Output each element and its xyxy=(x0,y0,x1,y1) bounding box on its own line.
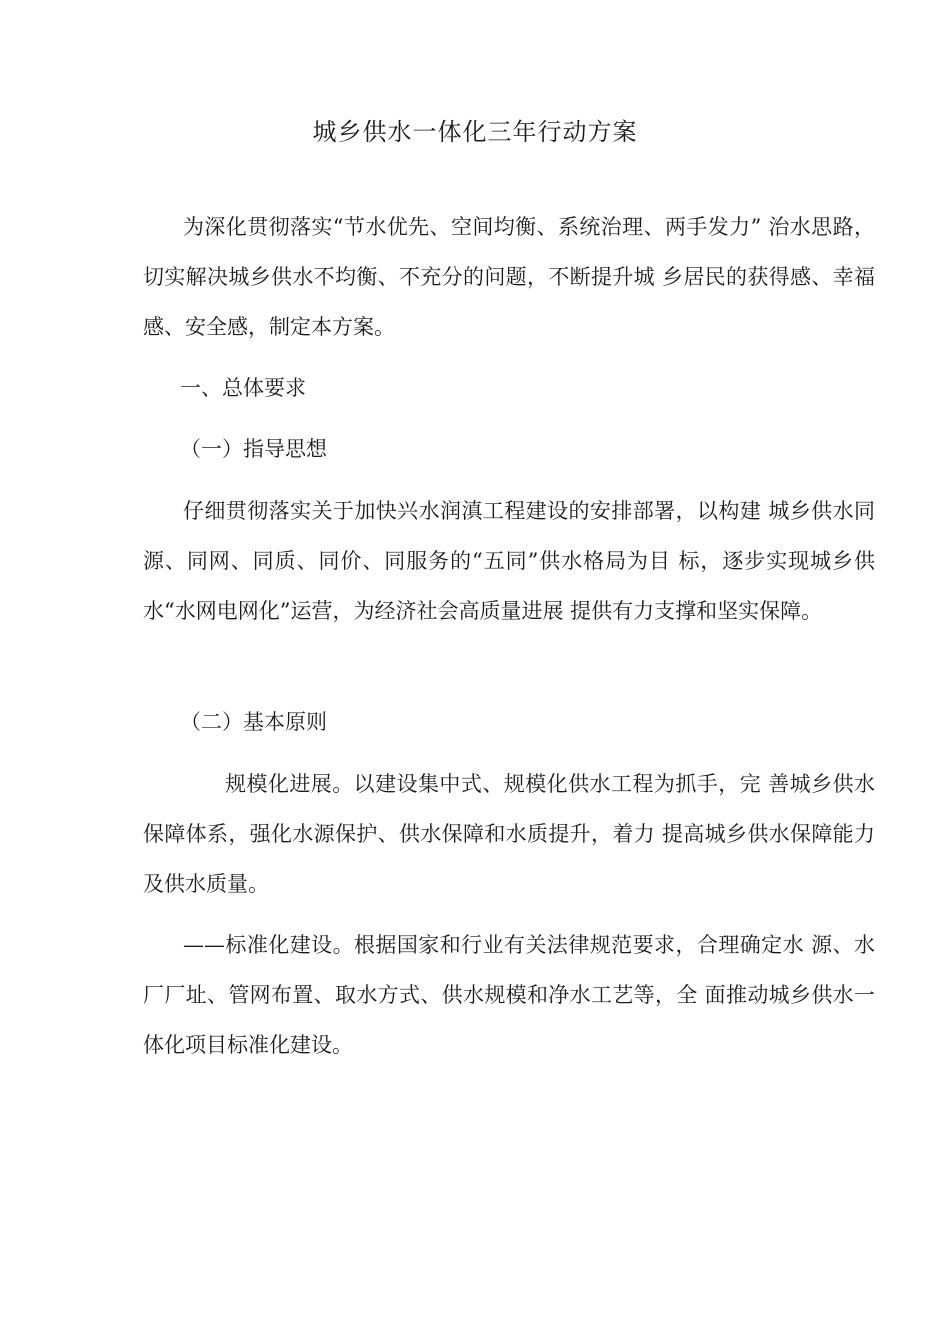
principle-scale-paragraph: 规模化进展。以建设集中式、规模化供水工程为抓手，完 善城乡供水保障体系，强化水源保护、供水保障和水质提升，着力 提高城乡供水保障能力及供水质量。 xyxy=(143,772,875,896)
subsection-heading-guiding-ideology: （一）指导思想 xyxy=(180,437,327,461)
intro-paragraph: 为深化贯彻落实“节水优先、空间均衡、系统治理、两手发力” 治水思路，切实解决城乡供水不均衡、不充分的问题，不断提升城 乡居民的获得感、幸福感、安全感，制定本方案。 xyxy=(143,215,875,339)
section-heading-general-requirements: 一、总体要求 xyxy=(180,376,306,400)
subsection-heading-basic-principles: （二）基本原则 xyxy=(180,710,327,734)
guiding-ideology-paragraph: 仔细贯彻落实关于加快兴水润滇工程建设的安排部署，以构建 城乡供水同源、同网、同质、同价、同服务的“五同”供水格局为目 标，逐步实现城乡供水“水网电网化”运营，为经济社会高质量进展 提供有力支撑和坚实保障。 xyxy=(143,499,875,623)
principle-standardization-paragraph: ——标准化建设。根据国家和行业有关法律规范要求，合理确定水 源、水厂厂址、管网布置、取水方式、供水规模和净水工艺等，全 面推动城乡供水一体化项目标准化建设。 xyxy=(143,933,875,1057)
document-title: 城乡供水一体化三年行动方案 xyxy=(312,118,638,146)
